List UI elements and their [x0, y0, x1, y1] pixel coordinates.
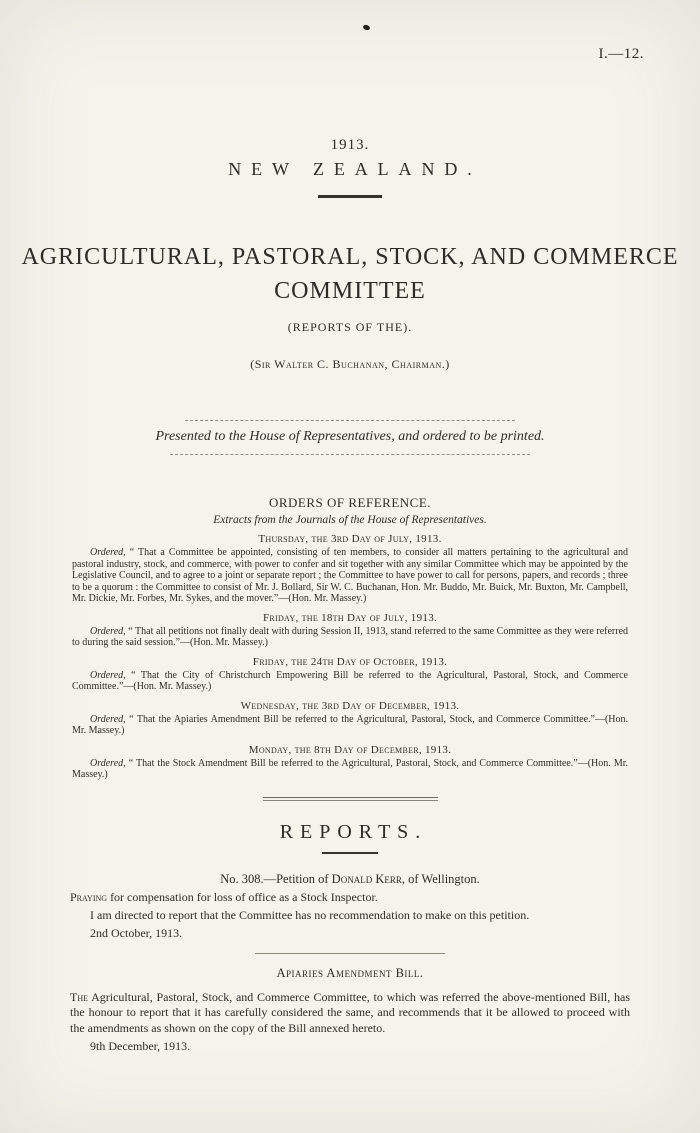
ordered-lead: Ordered,	[90, 669, 126, 681]
prayer-text: for compensation for loss of office as a Stock Inspector.	[107, 889, 378, 904]
divider	[185, 420, 515, 421]
the-lead: The	[70, 989, 88, 1004]
order-body: “ That the Apiaries Amendment Bill be referred to the Agricultural, Pastoral, Stock, and Commerce Committee.”—(Hon. Mr. Massey.)	[72, 713, 628, 736]
reports-heading: REPORTS.	[279, 820, 428, 843]
title-line-2: COMMITTEE	[274, 278, 426, 304]
apiaries-text: Agricultural, Pastoral, Stock, and Commerce Committee, to which was referred the above-mentioned Bill, has the honour to report that it has carefully considered the same, and recommends that it be allowed to proceed with the amendments as shown on the copy of the Bill annexed hereto.	[70, 989, 630, 1035]
year-heading: 1913.	[330, 137, 370, 153]
apiaries-report-body	[70, 990, 630, 1037]
presented-line: Presented to the House of Representatives, and ordered to be printed.	[155, 429, 545, 444]
order-body: “ That a Committee be appointed, consisting of ten members, to consider all matters pertaining to the agricultural and pastoral industry, stock, and commerce, with power to confer and sit together with any similar Committee which may be appointed by the Legislative Council, and to agree to a joint or separate report ; the Committee to have power to call for persons, papers, and records ; three to be a quorum : the Committee to consist of Mr. J. Bollard, Sir W. C. Buchanan, Hon. Mr. Buddo, Mr. Buick, Mr. Buxton, Mr. Campbell, Mr. Dickie, Mr. Forbes, Mr. Sykes, and the mover.”—(Hon. Mr. Massey.)	[72, 547, 628, 604]
ordered-lead: Ordered,	[90, 625, 126, 637]
petition-report-body: I am directed to report that the Committee has no recommendation to make on this petition.	[90, 907, 530, 922]
order-entry	[72, 670, 628, 693]
order-body: “ That the City of Christchurch Empowering Bill be referred to the Agricultural, Pastoral, Stock, and Commerce Committee.”—(Hon. Mr. Massey.)	[72, 669, 628, 692]
order-date: Monday, the 8th Day of December, 1913.	[248, 743, 452, 756]
petition-report-date: 2nd October, 1913.	[90, 925, 183, 940]
order-date: Friday, the 24th Day of October, 1913.	[252, 655, 448, 668]
order-entry	[72, 758, 628, 781]
petition-title-suffix: , of Wellington.	[401, 871, 480, 886]
title-line-1: AGRICULTURAL, PASTORAL, STOCK, AND COMMERCE	[21, 244, 679, 270]
order-body: “ That the Stock Amendment Bill be referred to the Agricultural, Pastoral, Stock, and Commerce Committee.”—(Hon. Mr. Massey.)	[72, 757, 629, 780]
petition-title	[70, 872, 630, 887]
apiaries-report-date: 9th December, 1913.	[90, 1039, 191, 1053]
orders-subheading: Extracts from the Journals of the House of Representatives.	[213, 514, 487, 526]
ordered-lead: Ordered,	[90, 757, 126, 769]
country-heading: NEW ZEALAND.	[228, 159, 482, 179]
order-entry	[72, 714, 628, 737]
masthead-divider	[318, 195, 382, 198]
praying-lead: Praying	[70, 889, 108, 904]
petition-prayer	[70, 890, 630, 905]
ordered-lead: Ordered,	[90, 713, 126, 725]
reports-section	[70, 872, 630, 1055]
subtitle: (REPORTS OF THE).	[287, 320, 413, 334]
section-divider	[263, 797, 438, 801]
order-date: Friday, the 18th Day of July, 1913.	[262, 611, 438, 624]
orders-of-reference-section	[72, 495, 628, 781]
masthead	[0, 0, 700, 198]
document-number: I.—12.	[598, 46, 644, 62]
order-entry	[72, 547, 628, 605]
orders-heading: ORDERS OF REFERENCE.	[268, 495, 432, 510]
petitioner-name: Donald Kerr	[331, 871, 402, 886]
order-body: “ That all petitions not finally dealt with during Session II, 1913, stand referred to the same Committee as they were referred to during the said session.”—(Hon. Mr. Massey.)	[72, 625, 629, 648]
ordered-lead: Ordered,	[90, 547, 126, 558]
apiaries-heading: Apiaries Amendment Bill.	[276, 965, 424, 980]
divider	[170, 454, 530, 455]
petition-title-prefix: No. 308.—Petition of	[220, 871, 332, 886]
chairman-line: (Sir Walter C. Buchanan, Chairman.)	[250, 357, 450, 371]
order-date: Thursday, the 3rd Day of July, 1913.	[258, 533, 442, 545]
committee-title	[0, 240, 700, 308]
order-entry	[72, 626, 628, 649]
order-date: Wednesday, the 3rd Day of December, 1913.	[240, 699, 460, 712]
divider	[255, 953, 445, 954]
reports-heading-underline	[322, 852, 378, 854]
